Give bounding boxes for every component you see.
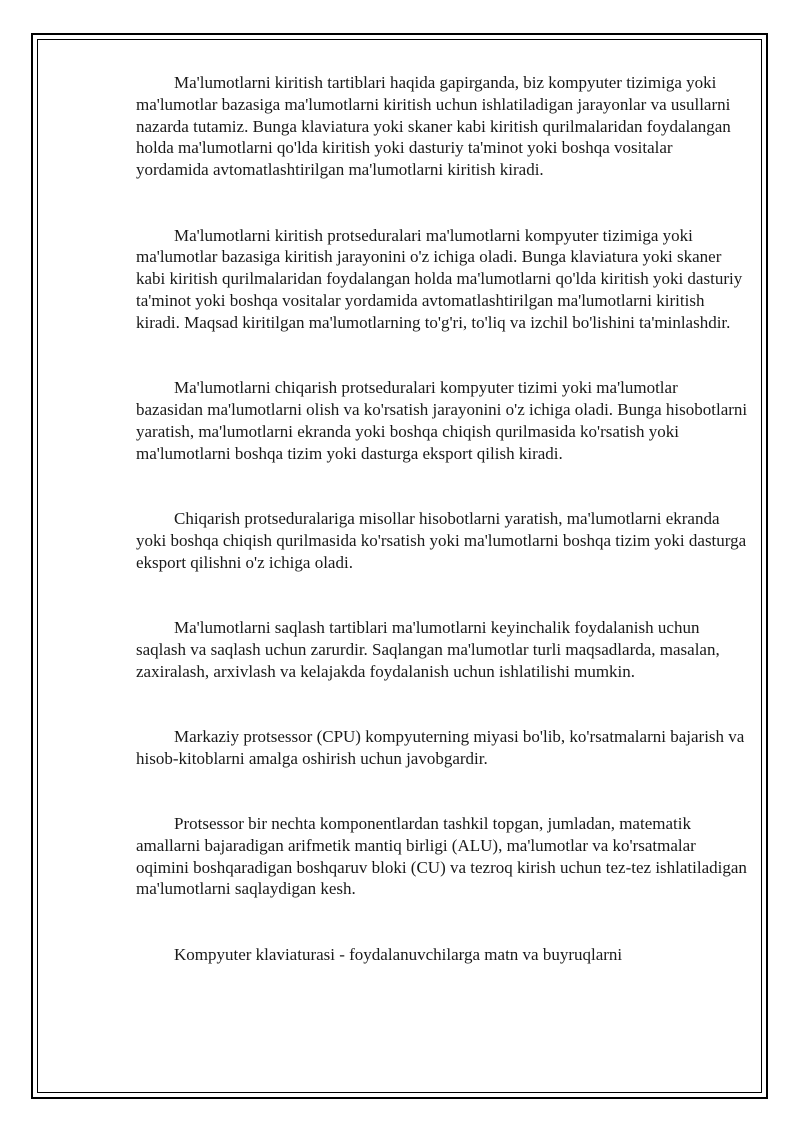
paragraph-output-examples: Chiqarish protseduralariga misollar hisobotlarni yaratish, ma'lumotlarni ekranda yoki boshqa chiqish qurilmasida ko'rsatish yoki ma'lumotlarni boshqa tizim yoki dasturga eksport qilishni o'z ichiga oladi. [136,508,747,572]
paragraph-data-storage: Ma'lumotlarni saqlash tartiblari ma'lumotlarni keyinchalik foydalanish uchun saqlash va saqlash uchun zarurdir. Saqlangan ma'lumotlar turli maqsadlarda, masalan, zaxiralash, arxivlash va kelajakda foydalanish uchun ishlatilishi mumkin. [136,617,720,681]
paragraph-keyboard: Kompyuter klaviaturasi - foydalanuvchilarga matn va buyruqlarni [174,944,623,964]
paragraph-cpu-components: Protsessor bir nechta komponentlardan tashkil topgan, jumladan, matematik amallarni bajaradigan arifmetik mantiq birligi (ALU), ma'lumotlar va ko'rsatmalar oqimini boshqaradigan boshqaruv bloki (CU) va tezroq kirish uchun tez-tez ishlatiladigan ma'lumotlarni saqlaydigan kesh. [136,814,747,899]
paragraph-data-input-overview: Ma'lumotlarni kiritish tartiblari haqida gapirganda, biz kompyuter tizimiga yoki ma'lumotlar bazasiga ma'lumotlarni kiritish uchun ishlatiladigan jarayonlar va usullarni nazarda tutamiz. Bunga klaviatura yoki skaner kabi kiritish qurilmalaridan foydalangan holda ma'lumotlarni qo'lda kiritish yoki dasturiy ta'minot yoki boshqa vositalar yordamida avtomatlashtirilgan ma'lumotlarni kiritish kiradi. [136,73,731,180]
paragraph-data-output-procedures: Ma'lumotlarni chiqarish protseduralari kompyuter tizimi yoki ma'lumotlar bazasidan ma'lumotlarni olish va ko'rsatish jarayonini o'z ichiga oladi. Bunga hisobotlarni yaratish, ma'lumotlarni ekranda yoki boshqa chiqish qurilmasida ko'rsatish yoki ma'lumotlarni boshqa tizim yoki dasturga eksport qilish kiradi. [136,378,748,463]
document-body [136,72,748,966]
paragraph-cpu: Markaziy protsessor (CPU) kompyuterning miyasi bo'lib, ko'rsatmalarni bajarish va hisob-kitoblarni amalga oshirish uchun javobgardir. [136,726,745,768]
paragraph-data-input-procedures: Ma'lumotlarni kiritish protseduralari ma'lumotlarni kompyuter tizimiga yoki ma'lumotlar bazasiga kiritish jarayonini o'z ichiga oladi. Bunga klaviatura yoki skaner kabi kiritish qurilmalaridan foydalangan holda ma'lumotlarni qo'lda kiritish yoki dasturiy ta'minot yoki boshqa vositalar yordamida avtomatlashtirilgan ma'lumotlarni kiritish kiradi. Maqsad kiritilgan ma'lumotlarning to'g'ri, to'liq va izchil bo'lishini ta'minlashdir. [136,225,743,332]
